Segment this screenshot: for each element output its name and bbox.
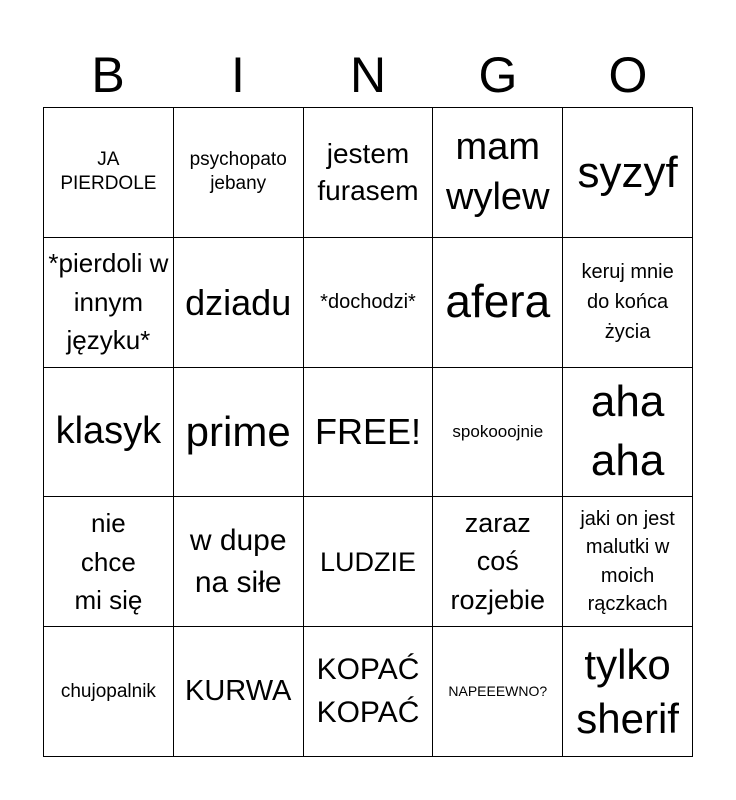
- bingo-cell[interactable]: [44, 627, 174, 757]
- cell-text: *pierdoli w innym języku*: [48, 248, 169, 356]
- bingo-cell[interactable]: [44, 497, 174, 627]
- bingo-cell[interactable]: [174, 627, 304, 757]
- cell-text: syzyf: [577, 147, 678, 197]
- cell-text: jaki on jest malutki w moich rączkach: [580, 508, 675, 616]
- bingo-cell[interactable]: [304, 497, 434, 627]
- bingo-cell[interactable]: [174, 238, 304, 368]
- bingo-cell[interactable]: [433, 108, 563, 238]
- bingo-cell[interactable]: [44, 108, 174, 238]
- header-letter-g: G: [478, 47, 518, 103]
- bingo-cell[interactable]: [433, 627, 563, 757]
- bingo-cell[interactable]: [174, 497, 304, 627]
- bingo-cell[interactable]: [44, 368, 174, 498]
- bingo-cell[interactable]: [174, 108, 304, 238]
- header-letter-i: I: [231, 47, 245, 103]
- bingo-cell[interactable]: [304, 627, 434, 757]
- header-letter-o: O: [608, 47, 648, 103]
- cell-text: JA PIERDOLE: [60, 149, 157, 195]
- bingo-cell[interactable]: [304, 368, 434, 498]
- cell-text: KURWA: [185, 675, 292, 708]
- cell-text: keruj mnie do końca życia: [581, 261, 674, 344]
- cell-text: NAPEEEWNO?: [448, 683, 548, 700]
- cell-text: dziadu: [185, 281, 292, 323]
- bingo-cell[interactable]: [433, 368, 563, 498]
- cell-text: zaraz coś rozjebie: [450, 507, 546, 616]
- bingo-cell[interactable]: [304, 108, 434, 238]
- cell-text: afera: [445, 275, 551, 328]
- bingo-cell[interactable]: [304, 238, 434, 368]
- bingo-cell[interactable]: [174, 368, 304, 498]
- cell-text: aha aha: [590, 377, 665, 485]
- bingo-cell[interactable]: [433, 238, 563, 368]
- cell-text: jestem furasem: [317, 137, 419, 207]
- bingo-cell[interactable]: [563, 368, 693, 498]
- cell-text: klasyk: [55, 410, 162, 453]
- cell-text: LUDZIE: [319, 546, 416, 577]
- header-letter-b: B: [91, 47, 125, 103]
- bingo-cell[interactable]: [433, 497, 563, 627]
- bingo-cell[interactable]: [563, 108, 693, 238]
- cell-text: spokooojnie: [452, 421, 544, 441]
- bingo-cell[interactable]: [563, 497, 693, 627]
- cell-text: w dupe na siłe: [189, 523, 287, 599]
- cell-text: *dochodzi*: [320, 290, 416, 313]
- cell-text: chujopalnik: [60, 680, 156, 702]
- cell-text: prime: [185, 407, 291, 455]
- bingo-cell[interactable]: [563, 238, 693, 368]
- cell-text: FREE!: [314, 411, 421, 453]
- cell-text: psychopato jebany: [189, 149, 287, 195]
- bingo-grid: [43, 107, 693, 757]
- bingo-header: [43, 44, 693, 106]
- cell-text: KOPAĆ KOPAĆ: [316, 653, 420, 729]
- cell-text: tylko sherif: [576, 640, 679, 742]
- bingo-cell[interactable]: [44, 238, 174, 368]
- bingo-cell[interactable]: [563, 627, 693, 757]
- cell-text: nie chce mi się: [74, 508, 143, 616]
- cell-text: mam wylew: [446, 126, 550, 219]
- header-letter-n: N: [349, 47, 387, 103]
